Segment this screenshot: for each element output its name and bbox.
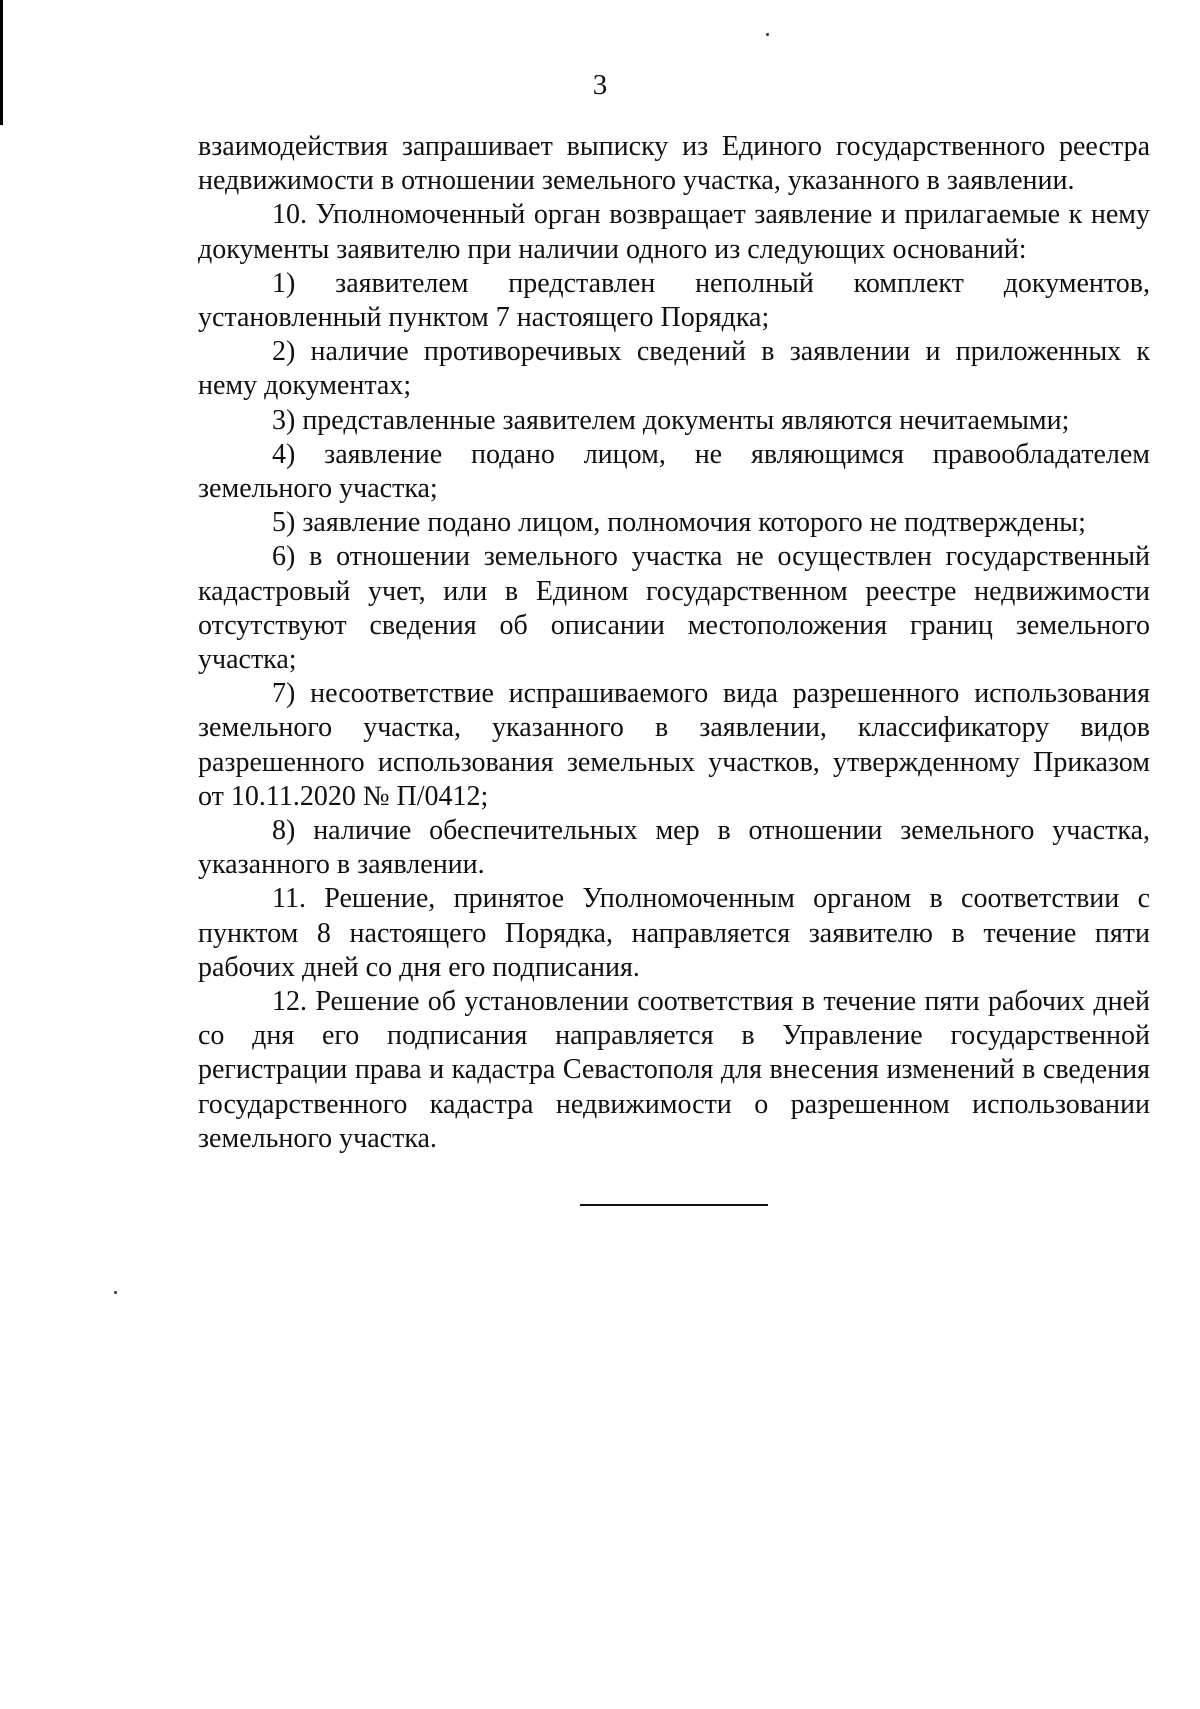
document-body (198, 130, 1150, 1156)
list-item-4: 4) заявление подано лицом, не являющимся правообладателем земельного участка; (198, 438, 1150, 505)
scan-edge-mark (0, 0, 3, 125)
scan-speck (114, 1291, 117, 1294)
scan-speck (766, 33, 769, 36)
list-item-8: 8) наличие обеспечительных мер в отношении земельного участка, указанного в заявлении. (198, 815, 1150, 881)
paragraph-clause-11: 11. Решение, принятое Уполномоченным органом в соответствии с пунктом 8 настоящего Порядка, направляется заявителю в течение пяти рабочих дней со дня его подписания. (198, 883, 1150, 983)
list-item-3: 3) представленные заявителем документы являются нечитаемыми; (272, 404, 1070, 436)
page-number: 3 (592, 69, 608, 101)
list-item-7: 7) несоответствие испрашиваемого вида разрешенного использования земельного участка, указанного в заявлении, классификатору видов разрешенного использования земельных участков, утвержденному Приказом от 10.11.2020 № П/0412; (198, 678, 1150, 812)
list-item-1: 1) заявителем представлен неполный комплект документов, установленный пунктом 7 настоящего Порядка; (198, 267, 1150, 334)
list-item-6: 6) в отношении земельного участка не осуществлен государственный кадастровый учет, или в Едином государственном реестре недвижимости отсутствуют сведения об описании местоположения границ земельного участка; (198, 541, 1150, 676)
list-item-5: 5) заявление подано лицом, полномочия которого не подтверждены; (272, 507, 1086, 539)
paragraph-clause-12: 12. Решение об установлении соответствия в течение пяти рабочих дней со дня его подписания направляется в Управление государственной регистрации права и кадастра Севастополя для внесения изменений в сведения государственного кадастра недвижимости о разрешенном использовании земельного участка. (198, 986, 1150, 1154)
list-item-2: 2) наличие противоречивых сведений в заявлении и приложенных к нему документах; (198, 336, 1150, 402)
end-of-document-rule (580, 1204, 768, 1206)
paragraph-clause-10: 10. Уполномоченный орган возвращает заявление и прилагаемые к нему документы заявителю при наличии одного из следующих оснований: (198, 199, 1150, 265)
paragraph-continuation: взаимодействия запрашивает выписку из Единого государственного реестра недвижимости в отношении земельного участка, указанного в заявлении. (198, 131, 1150, 197)
